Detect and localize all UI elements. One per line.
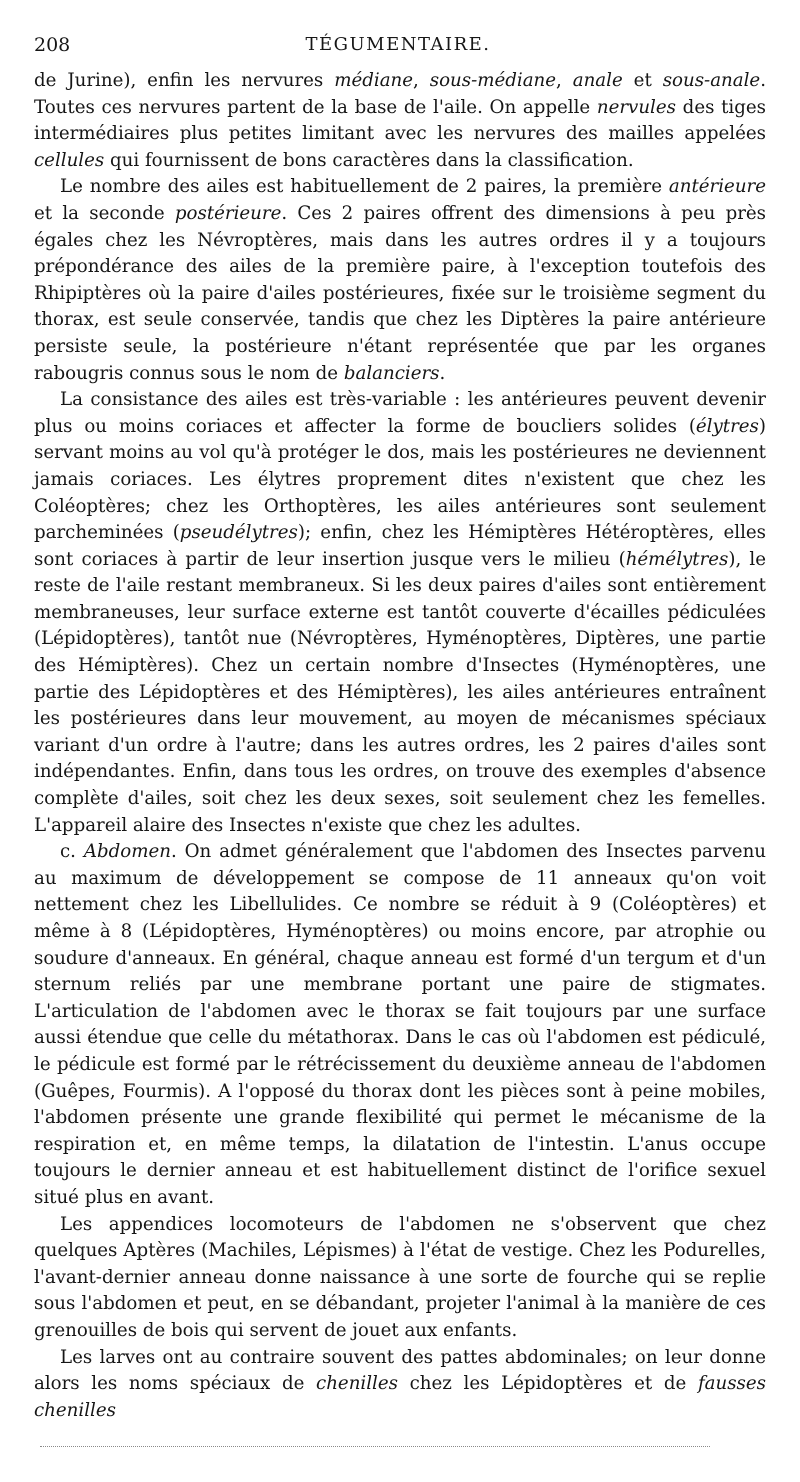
paragraph: [34, 1345, 766, 1425]
page-body: [34, 68, 766, 1424]
italic-term: fausses chenilles: [34, 1373, 766, 1421]
text-run: La consistance des ailes est très-variable : les antérieures peuvent devenir plus ou moins coriaces et affecter la forme de boucliers solides (: [34, 389, 766, 437]
italic-term: antérieure: [668, 176, 766, 198]
italic-term: pseudélytres: [179, 522, 298, 544]
text-run: c.: [60, 841, 84, 863]
running-title: TÉGUMENTAIRE.: [305, 34, 491, 55]
text-run: ,: [413, 70, 430, 91]
text-run: Les appendices locomoteurs de l'abdomen ne s'observent que chez quelques Aptères (Machiles, Lépismes) à l'état de vestige. Chez les Podurelles, l'avant-dernier anneau donne naissance à une sorte de fourche qui se replie sous l'abdomen et peut, en se débandant, projeter l'animal à la manière de ces grenouilles de bois qui servent de jouet aux enfants.: [34, 1213, 766, 1341]
italic-term: postérieure: [174, 202, 282, 224]
italic-term: chenilles: [316, 1373, 398, 1395]
text-run: ), le reste de l'aile restant membraneux. Si les deux paires d'ailes sont entièrement membraneuses, leur surface externe est tantôt couverte d'écailles pédiculées (Lépidoptères), tantôt nue (Névroptères, Hyménoptères, Diptères, une partie des Hémiptères). Chez un certain nombre d'Insectes (Hyménoptères, une partie des Lépidoptères et des Hémiptères), les ailes antérieures entraînent les postérieures dans leur mouvement, au moyen de mécanismes spéciaux variant d'un ordre à l'autre; dans les autres ordres, les 2 paires d'ailes sont indépendantes. Enfin, dans tous les ordres, on trouve des exemples d'absence complète d'ailes, soit chez les deux sexes, soit seulement chez les femelles. L'appareil alaire des Insectes n'existe que chez les adultes.: [34, 548, 766, 836]
italic-term: balanciers: [343, 362, 440, 384]
text-run: . On admet généralement que l'abdomen des Insectes parvenu au maximum de développement se compose de 11 anneaux qu'on voit nettement chez les Libellulides. Ce nombre se réduit à 9 (Coléoptères) et même à 8 (Lépidoptères, Hyménoptères) ou moins encore, par atrophie ou soudure d'anneaux. En général, chaque anneau est formé d'un tergum et d'un sternum reliés par une membrane portant une paire de stigmates. L'articulation de l'abdomen avec le thorax se fait toujours par une surface aussi étendue que celle du métathorax. Dans le cas où l'abdomen est pédiculé, le pédicule est formé par le rétrécissement du deuxième anneau de l'abdomen (Guêpes, Fourmis). A l'opposé du thorax dont les pièces sont à peine mobiles, l'abdomen présente une grande flexibilité qui permet le mécanisme de la respiration et, en même temps, la dilatation de l'intestin. L'anus occupe toujours le dernier anneau et est habituellement distinct de l'orifice sexuel situé plus en avant.: [34, 841, 766, 1208]
paragraph: [34, 1212, 766, 1345]
page-number: 208: [34, 34, 71, 56]
italic-term: nervules: [596, 96, 676, 118]
text-run: de Jurine), enfin les nervures: [34, 70, 335, 91]
page-header: [34, 34, 762, 62]
text-run: chez les Lépidoptères et de: [397, 1373, 698, 1395]
italic-term: cellules: [34, 149, 105, 171]
paragraph: [34, 68, 766, 174]
text-run: des tiges intermédiaires plus petites limitant avec les nervures des mailles appelées: [34, 96, 766, 145]
italic-term: hémélytres: [625, 548, 729, 570]
text-run: .: [439, 362, 446, 384]
text-run: Le nombre des ailes est habituellement de 2 paires, la première: [60, 176, 669, 198]
paragraph: [34, 387, 766, 839]
text-run: et: [622, 70, 663, 91]
paragraph: [34, 174, 766, 387]
italic-term: anale: [572, 70, 623, 91]
italic-term: sous-médiane: [429, 70, 557, 91]
italic-term: sous-anale: [662, 70, 761, 91]
text-run: Les larves ont au contraire souvent des pattes abdominales; on leur donne alors les noms spéciaux de: [34, 1346, 766, 1395]
text-run: ); enfin, chez les Hémiptères Hétéroptères, elles sont coriaces à partir de leur insertion jusque vers le milieu (: [34, 522, 766, 570]
italic-term: Abdomen: [83, 841, 171, 863]
text-run: . Toutes ces nervures partent de la base de l'aile. On appelle: [34, 70, 766, 118]
text-run: et la seconde: [34, 202, 175, 224]
text-run: . Ces 2 paires offrent des dimensions à peu près égales chez les Névroptères, mais dans les autres ordres il y a toujours prépondérance des ailes de la première paire, à l'exception toutefois des Rhipiptères où la paire d'ailes postérieures, fixée sur le troisième segment du thorax, est seule conservée, tandis que chez les Diptères la paire antérieure persiste seule, la postérieure n'étant représentée que par les organes rabougris connus sous le nom de: [34, 202, 766, 384]
italic-term: médiane: [334, 70, 414, 91]
text-run: qui fournissent de bons caractères dans la classification.: [104, 149, 634, 171]
paragraph: [34, 839, 766, 1211]
text-run: ) servant moins au vol qu'à protéger le dos, mais les postérieures ne deviennent jamais coriaces. Les élytres proprement dites n'existent que chez les Coléoptères; chez les Orthoptères, les ailes antérieures sont seulement parcheminées (: [34, 415, 766, 544]
text-run: ,: [556, 70, 573, 91]
footer-dotted-rule: [40, 1446, 710, 1447]
italic-term: élytres: [695, 415, 759, 437]
